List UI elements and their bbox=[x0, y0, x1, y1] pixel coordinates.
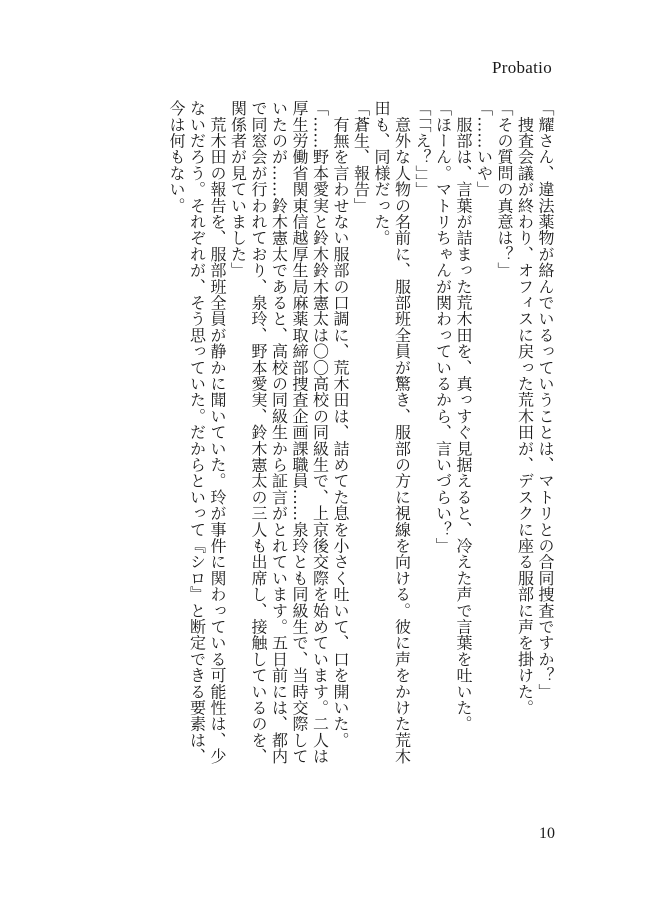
paragraph: 「耀さん、違法薬物が絡んでいるっていうことは、マトリとの合同捜査ですか？」 bbox=[536, 100, 555, 700]
paragraph: 荒木田の報告を、服部班全員が静かに聞いていた。玲が事件に関わっている可能性は、少ないだろう。それぞれが、そう思っていた。だからといって『シロ』と断定できる要素は、今は何もない。 bbox=[167, 100, 227, 765]
paragraph: 服部は、言葉が詰まった荒木田を、真っすぐ見据えると、冷えた声で言葉を吐いた。 bbox=[454, 100, 473, 732]
paragraph: 「……野本愛実と鈴木鈴木憲太は〇〇高校の同級生で、上京後交際を始めています。二人は厚生労働省関東信越厚生局麻薬取締部捜査企画課職員……泉玲とも同級生で、当時交際していたのが……鈴木憲太であると、高校の同級生から証言がとれています。五日前には、都内で同窓会が行われており、泉玲、野本愛実、鈴木憲太の三人も出席し、接触しているのを、関係者が見ていました」 bbox=[228, 100, 330, 765]
paragraph: 有無を言わせない服部の口調に、荒木田は、詰めてた息を小さく吐いて、口を開いた。 bbox=[331, 100, 350, 748]
paragraph: 意外な人物の名前に、服部班全員が驚き、服部の方に視線を向ける。彼に声をかけた荒木田も、同様だった。 bbox=[372, 100, 412, 765]
page-number: 10 bbox=[539, 825, 555, 842]
paragraph: 「……いや」 bbox=[474, 100, 494, 198]
paragraph: 「ほーん。マトリちゃんが関わっているから、言いづらい？」 bbox=[433, 100, 453, 554]
paragraph: 捜査会議が終わり、オフィスに戻った荒木田が、デスクに座る服部に声を掛けた。 bbox=[515, 100, 535, 716]
running-header-title: Probatio bbox=[491, 58, 552, 77]
paragraph: 「その質問の真意は？」 bbox=[495, 100, 514, 279]
paragraph: 「蒼生、報告」 bbox=[351, 100, 371, 214]
paragraph: 「「「え？」」」 bbox=[413, 100, 432, 198]
vertical-body-text bbox=[123, 100, 555, 775]
